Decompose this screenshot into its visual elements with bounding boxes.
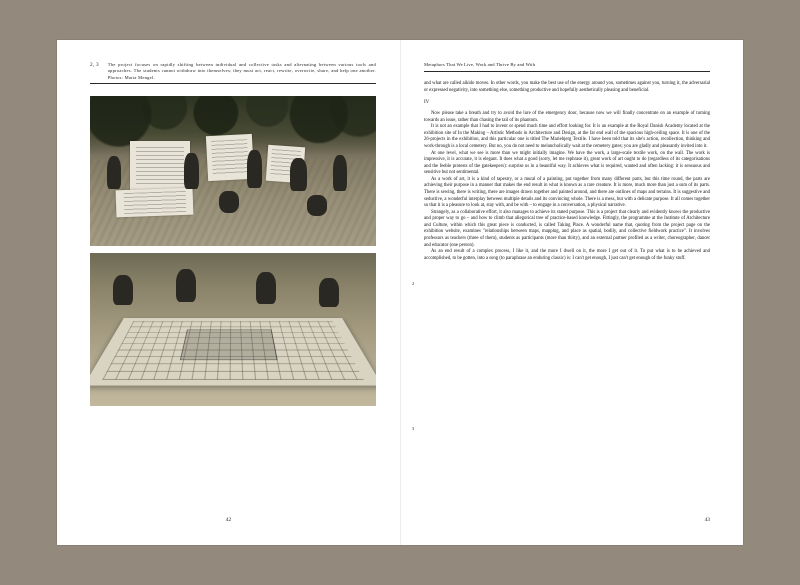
margin-note: 2 (412, 281, 415, 286)
paragraph: Now please take a breath and try to avoid the lure of the emergency door, because now we will finally concentrate on an example of turning towards an issue, rather than chasing the tail of its phantom. (424, 111, 710, 123)
person-figure (319, 278, 339, 307)
person-figure (219, 191, 239, 214)
person-figure (290, 158, 307, 191)
book-spread (57, 40, 743, 545)
section-number: 2, 3 (90, 62, 99, 68)
paragraph: As a work of art, it is a kind of tapestry, or a mural of a painting, put together from many different parts, but this time round, the parts are achieving their purpose in a manner that makes the end result in what is known as a rare creature. It is more, much more than just a sum of its parts. There is sewing, there is writing, there are images drawn together and painted around, and there are outlines of maps and terrains. It is suggestive and seductive, a wonderful interplay between multiple details and its convincing whole. There is a mess, but with a delicate purpose. It all comes together so that it is a pleasure to look at, stay with, and be with – to engage in a conversation, a physical narrative. (424, 176, 710, 209)
right-page (400, 40, 743, 545)
paragraph: At one level, what we see is more than we might initially imagine. We have the work, a large-scale textile work, on the wall. The work is impressive, it is accurate, it is elegant. It does what a good (sorry, let me rephrase it), great work of art ought to do (regardless of its categorisations and the feeble protests of the gatekeepers): surprise us in a beautiful way. It achieves what is required, wanted and often lacking: it is sensuous and sensitive but not sentimental. (424, 150, 710, 176)
left-page (57, 40, 400, 545)
body-text (412, 81, 710, 431)
page-number-right: 43 (704, 517, 710, 523)
margin-note: 3 (412, 426, 415, 431)
figure-caption: The project focuses on rapidly shifting between individual and collective tasks and alternating between various tools and approaches. The students cannot withdraw into themselves; they must act, react, rewrite, overwrite, share, and help one another. Photos: Maria Mengel. (107, 62, 376, 80)
figure-column (90, 96, 376, 406)
person-figure (113, 275, 133, 306)
person-figure (333, 155, 347, 191)
banner-cloth (130, 141, 190, 192)
painted-cloth-map (90, 318, 376, 386)
person-figure (247, 150, 261, 188)
paragraph: As an end result of a complex process, I like it, and the more I dwell on it, the more I get out of it. To put what is to be achieved and accomplished, to be gotten, into a song (to paraphrase an enduring classic) is: I can't get enough, I just can't get enough of the funky stuff. (424, 249, 710, 261)
running-head: Metaphors That We Live, Work and Thrive By and With (424, 62, 536, 67)
paragraph: and what are called aikido moves. In other words, you make the best use of the energy around you, sometimes against you, turning it, the adversarial or expressed negativity, into something else, something productive and hopefully aesthetically pleasing and beneficial. (424, 81, 710, 93)
left-page-header (90, 62, 376, 84)
photo-outdoor-banners (90, 96, 376, 246)
paragraph: It is not an example that I had to invent or spend much time and effort looking for. It is an example at the Royal Danish Academy located at the exhibition site of In the Making – Artistic Methods in Architecture and Design, at the far end wall of the spacious high-ceiling space. It is one of the 26-projects in the exhibition, and this particular one is titled The Mariebjerg Textile. I have been told that its site's action, recollection, thinking and work-through is a local cemetery. But no, you do not need to melancholically wait at the cemetery gates; you are gladly and pleasantly invited into it. (424, 124, 710, 149)
page-number-left: 42 (225, 517, 232, 523)
right-page-header (424, 62, 710, 72)
person-figure (176, 269, 196, 303)
paragraph: Strangely, as a collaborative effort, it also manages to achieve its stated purpose. This is a project that clearly and evidently knows the productive and proper way to go – and how to climb that allegorical tree of practice-based knowledge. Fittingly, the programme at the Institute of Architecture and Culture, within which this great piece is conducted, is called Taking Place. A wonderful name that, quoting from the project page on the exhibition website, examines "relationships between maps, mapping, and place as spatial, bodily, and collective fieldwork practice". It involves professors as teachers (three of them), students as participants (more than thirty), and an external partner profiled as a writer, choreographer, dancer and educator (one person). (424, 209, 710, 248)
banner-cloth (115, 188, 193, 218)
person-figure (184, 153, 198, 189)
person-figure (107, 156, 121, 189)
person-figure (256, 272, 276, 304)
photo-ground-map (90, 253, 376, 406)
person-figure (307, 195, 327, 216)
section-marker: IV (424, 100, 430, 106)
